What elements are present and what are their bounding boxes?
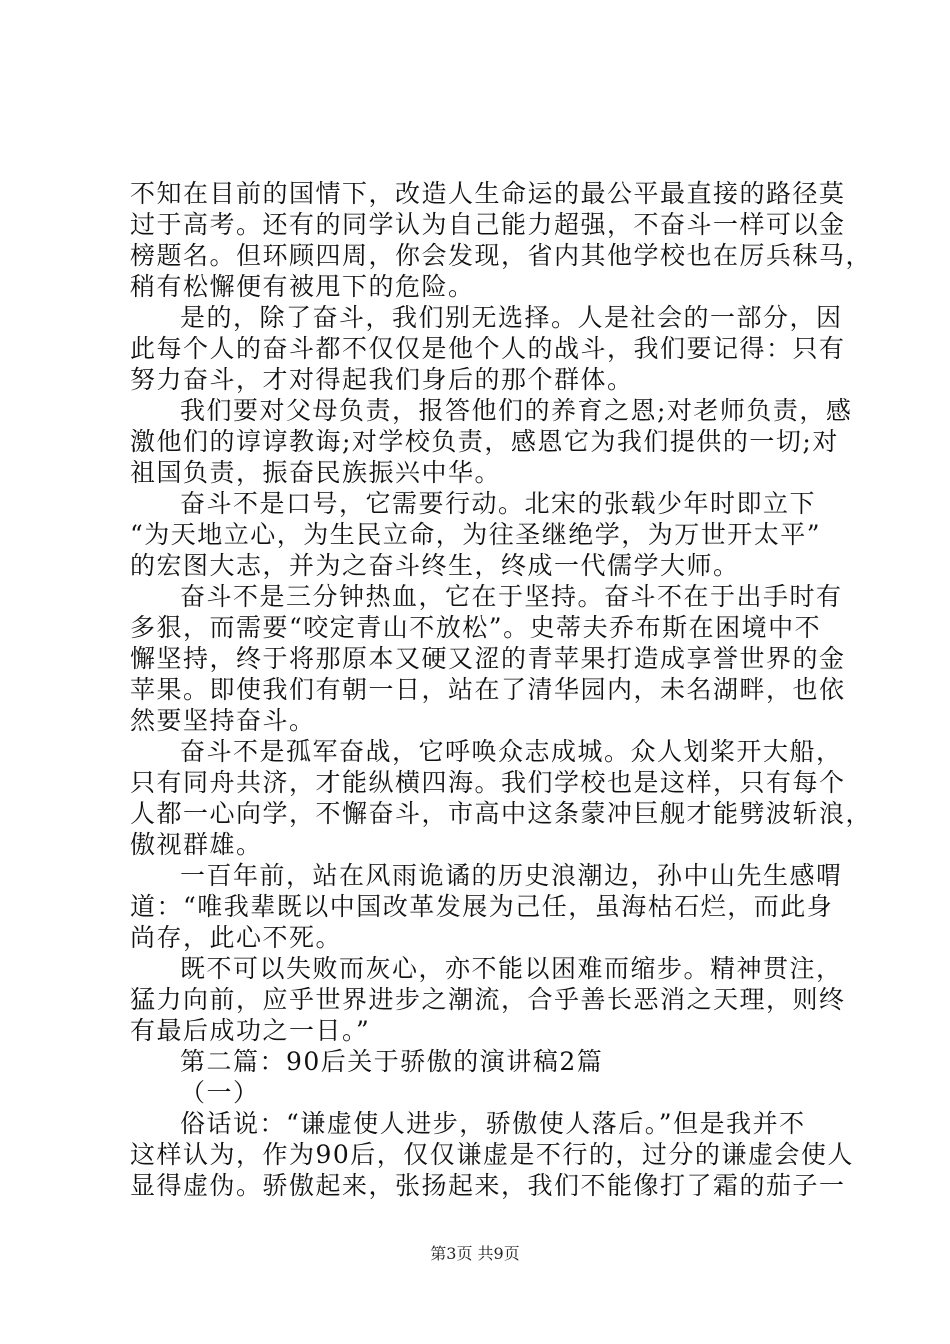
text-line: 不知在目前的国情下，改造人生命运的最公平最直接的路径莫: [130, 179, 846, 208]
text-line: 奋斗不是口号，它需要行动。北宋的张载少年时即立下: [180, 489, 817, 518]
text-line: 既不可以失败而灰心，亦不能以困难而缩步。精神贯注，: [180, 954, 843, 983]
text-line: 尚存，此心不死。: [130, 923, 343, 952]
text-line: （一）: [180, 1078, 260, 1107]
text-line: 的宏图大志，并为之奋斗终生，终成一代儒学大师。: [130, 551, 740, 580]
document-body: [130, 178, 873, 1201]
text-line: 我们要对父母负责，报答他们的养育之恩;对老师负责，感: [180, 396, 853, 425]
text-line: 过于高考。还有的同学认为自己能力超强，不奋斗一样可以金: [130, 210, 846, 239]
text-line: 榜题名。但环顾四周，你会发现，省内其他学校也在厉兵秣马，: [130, 241, 873, 270]
text-line: 人都一心向学，不懈奋斗，市高中这条蒙冲巨舰才能劈波斩浪，: [130, 799, 873, 828]
text-line: 猛力向前，应乎世界进步之潮流，合乎善长恶消之天理，则终: [130, 985, 846, 1014]
text-line: 然要坚持奋斗。: [130, 706, 316, 735]
text-line: 有最后成功之一日。”: [130, 1016, 371, 1045]
text-line: 一百年前，站在风雨诡谲的历史浪潮边，孙中山先生感喟: [180, 861, 843, 890]
text-line: 苹果。即使我们有朝一日，站在了清华园内，未名湖畔，也依: [130, 675, 846, 704]
text-line: 道：“唯我辈既以中国改革发展为己任，虽海枯石烂，而此身: [130, 892, 834, 921]
text-line: 只有同舟共济，才能纵横四海。我们学校也是这样，只有每个: [130, 768, 846, 797]
page-footer: 第3页 共9页: [430, 1244, 520, 1263]
text-line: 傲视群雄。: [130, 830, 263, 859]
text-line: 显得虚伪。骄傲起来，张扬起来，我们不能像打了霜的茄子一: [130, 1171, 846, 1200]
text-line: “为天地立心，为生民立命，为往圣继绝学，为万世开太平”: [130, 520, 822, 549]
text-line: 俗话说：“谦虚使人进步，骄傲使人落后。”但是我并不: [180, 1109, 806, 1138]
text-line: 懈坚持，终于将那原本又硬又涩的青苹果打造成享誉世界的金: [130, 644, 846, 673]
text-line: 激他们的谆谆教诲;对学校负责，感恩它为我们提供的一切;对: [130, 427, 839, 456]
text-line: 努力奋斗，才对得起我们身后的那个群体。: [130, 365, 634, 394]
text-line: 奋斗不是孤军奋战，它呼唤众志成城。众人划桨开大船，: [180, 737, 843, 766]
text-line: 是的，除了奋斗，我们别无选择。人是社会的一部分，因: [180, 303, 843, 332]
text-line: 多狠，而需要“咬定青山不放松”。史蒂夫乔布斯在困境中不: [130, 613, 822, 642]
text-line: 稍有松懈便有被甩下的危险。: [130, 272, 475, 301]
text-line: 此每个人的奋斗都不仅仅是他个人的战斗，我们要记得：只有: [130, 334, 846, 363]
text-line: 这样认为，作为90后，仅仅谦虚是不行的，过分的谦虚会使人: [130, 1140, 854, 1169]
text-line: 奋斗不是三分钟热血，它在于坚持。奋斗不在于出手时有: [180, 582, 843, 611]
text-line: 祖国负责，振奋民族振兴中华。: [130, 458, 502, 487]
text-line: 第二篇：90后关于骄傲的演讲稿2篇: [180, 1047, 604, 1076]
